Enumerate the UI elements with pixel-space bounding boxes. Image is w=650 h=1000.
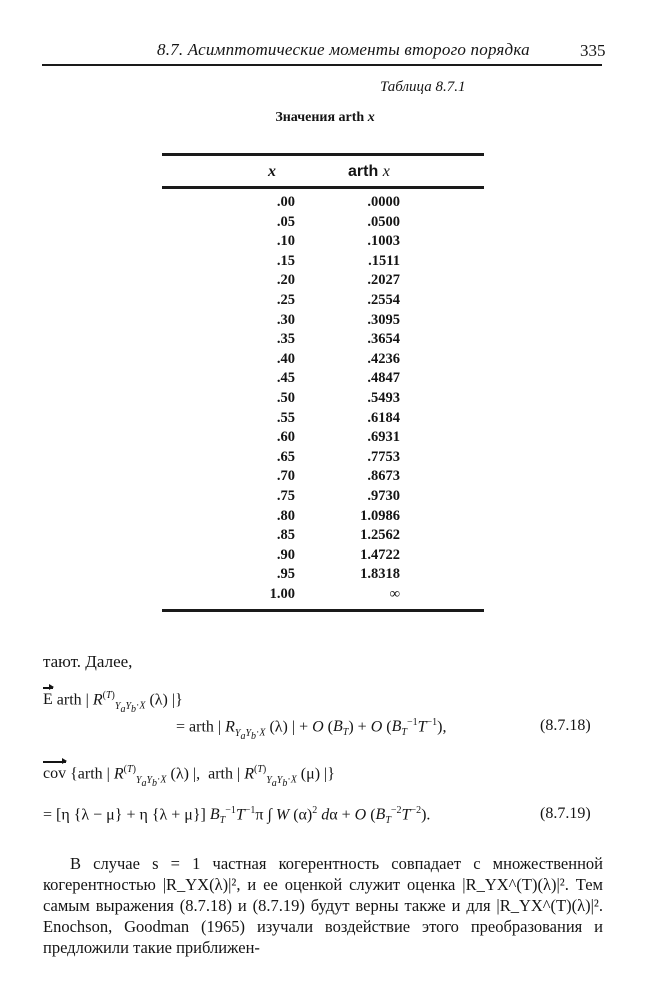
table-caption: Таблица 8.7.1 bbox=[380, 79, 466, 95]
running-header: 8.7. Асимптотические моменты второго порядка bbox=[157, 40, 530, 59]
body-paragraph: В случае s = 1 частная когерентность совпадает с множественной когерентностью |R_YX(λ)|², и ее оценкой служит оценка |R_YX^(T)(λ)|². Тем самым выражения (8.7.18) и (8.7.19) будут верны также и для |R_YX^(T)(λ)|². Enochson, Goodman (1965) изучали воздействие этого преобразования и предложили такие приближен- bbox=[43, 854, 603, 957]
cell-x: .25 bbox=[276, 291, 295, 308]
table-row bbox=[240, 507, 440, 527]
cell-arth: .0500 bbox=[367, 213, 400, 230]
table-row bbox=[240, 232, 440, 252]
cell-x: .45 bbox=[276, 370, 295, 387]
table-row bbox=[240, 330, 440, 350]
table-row bbox=[240, 252, 440, 272]
column-header-x: x bbox=[268, 163, 276, 180]
cell-x: .05 bbox=[276, 213, 295, 230]
cell-arth: 1.0986 bbox=[360, 507, 400, 524]
cell-x: .65 bbox=[276, 448, 295, 465]
table-top-rule bbox=[162, 153, 484, 156]
cell-x: .60 bbox=[276, 429, 295, 446]
header-rule bbox=[42, 64, 602, 66]
cell-arth: 1.2562 bbox=[360, 527, 400, 544]
cell-arth: .9730 bbox=[367, 487, 400, 504]
table-row bbox=[240, 526, 440, 546]
cell-arth: .0000 bbox=[367, 194, 400, 210]
equation-8-7-19-line2: = [η {λ − μ} + η {λ + μ}] $B_T^{-1}T^{-1}\pi$ ∫ W $(\alpha)^2$ dα + O $(B_T^{-2}T^{-2})$. bbox=[43, 805, 431, 827]
cell-arth: ∞ bbox=[389, 585, 400, 602]
table-row bbox=[240, 409, 440, 429]
table-row bbox=[240, 546, 440, 566]
table-row bbox=[240, 213, 440, 233]
cell-arth: .7753 bbox=[367, 448, 400, 465]
cell-arth: .8673 bbox=[367, 468, 400, 485]
equation-number-8-7-18: (8.7.18) bbox=[540, 717, 591, 734]
cell-x: .75 bbox=[276, 487, 295, 504]
equation-8-7-19-line1: cov {arth | $R^{(T)}_{Y_aY_b\cdot X}$ (λ) |, arth | $R^{(T)}_{Y_aY_b\cdot X}$ (μ) |} bbox=[43, 764, 335, 789]
cell-arth: .2027 bbox=[367, 272, 400, 289]
cell-x: 1.00 bbox=[269, 585, 295, 602]
table-body bbox=[240, 193, 440, 604]
cell-x: .50 bbox=[276, 389, 295, 406]
table-row bbox=[240, 487, 440, 507]
table-row bbox=[240, 448, 440, 468]
equation-8-7-18-line1: E arth | $R^{(T)}_{Y_aY_b\cdot X}$ (λ) |} bbox=[43, 690, 183, 715]
table-row bbox=[240, 369, 440, 389]
table-row bbox=[240, 291, 440, 311]
cell-x: .70 bbox=[276, 468, 295, 485]
table-row bbox=[240, 467, 440, 487]
cell-arth: .4847 bbox=[367, 370, 400, 387]
cell-x: .15 bbox=[276, 252, 295, 269]
table-row bbox=[240, 350, 440, 370]
table-row bbox=[240, 565, 440, 585]
table-bottom-rule bbox=[162, 609, 484, 612]
table-row bbox=[240, 311, 440, 331]
intro-text: тают. Далее, bbox=[43, 652, 133, 671]
table-row bbox=[240, 585, 440, 605]
equation-8-7-18-line2: = arth | $R_{Y_aY_b\cdot X}$ (λ) | + O $(B_T) + O$ $(B_T^{-1}T^{-1})$, bbox=[176, 717, 447, 742]
cell-x: .85 bbox=[276, 527, 295, 544]
equation-number-8-7-19: (8.7.19) bbox=[540, 805, 591, 822]
cell-arth: .6931 bbox=[367, 429, 400, 446]
column-header-arth: arth x bbox=[348, 163, 390, 180]
cell-arth: .6184 bbox=[367, 409, 400, 426]
cell-arth: .4236 bbox=[367, 350, 400, 367]
cell-x: .95 bbox=[276, 566, 295, 583]
cell-x: .35 bbox=[276, 331, 295, 348]
cell-arth: .1003 bbox=[367, 233, 400, 250]
cell-arth: .5493 bbox=[367, 389, 400, 406]
cell-arth: 1.8318 bbox=[360, 566, 400, 583]
cell-arth: .3654 bbox=[367, 331, 400, 348]
cell-x: .40 bbox=[276, 350, 295, 367]
table-row bbox=[240, 271, 440, 291]
cell-arth: .2554 bbox=[367, 291, 400, 308]
cell-arth: .3095 bbox=[367, 311, 400, 328]
table-row bbox=[240, 193, 440, 213]
table-title: Значения arth x bbox=[275, 110, 375, 125]
cell-x: .00 bbox=[276, 194, 295, 210]
cell-x: .55 bbox=[276, 409, 295, 426]
cell-arth: 1.4722 bbox=[360, 546, 400, 563]
cell-x: .10 bbox=[276, 233, 295, 250]
table-header-rule bbox=[162, 186, 484, 189]
cell-x: .30 bbox=[276, 311, 295, 328]
cell-arth: .1511 bbox=[368, 252, 400, 269]
cell-x: .80 bbox=[276, 507, 295, 524]
table-row bbox=[240, 389, 440, 409]
cell-x: .20 bbox=[276, 272, 295, 289]
table-row bbox=[240, 428, 440, 448]
page-number: 335 bbox=[580, 41, 606, 60]
cell-x: .90 bbox=[276, 546, 295, 563]
